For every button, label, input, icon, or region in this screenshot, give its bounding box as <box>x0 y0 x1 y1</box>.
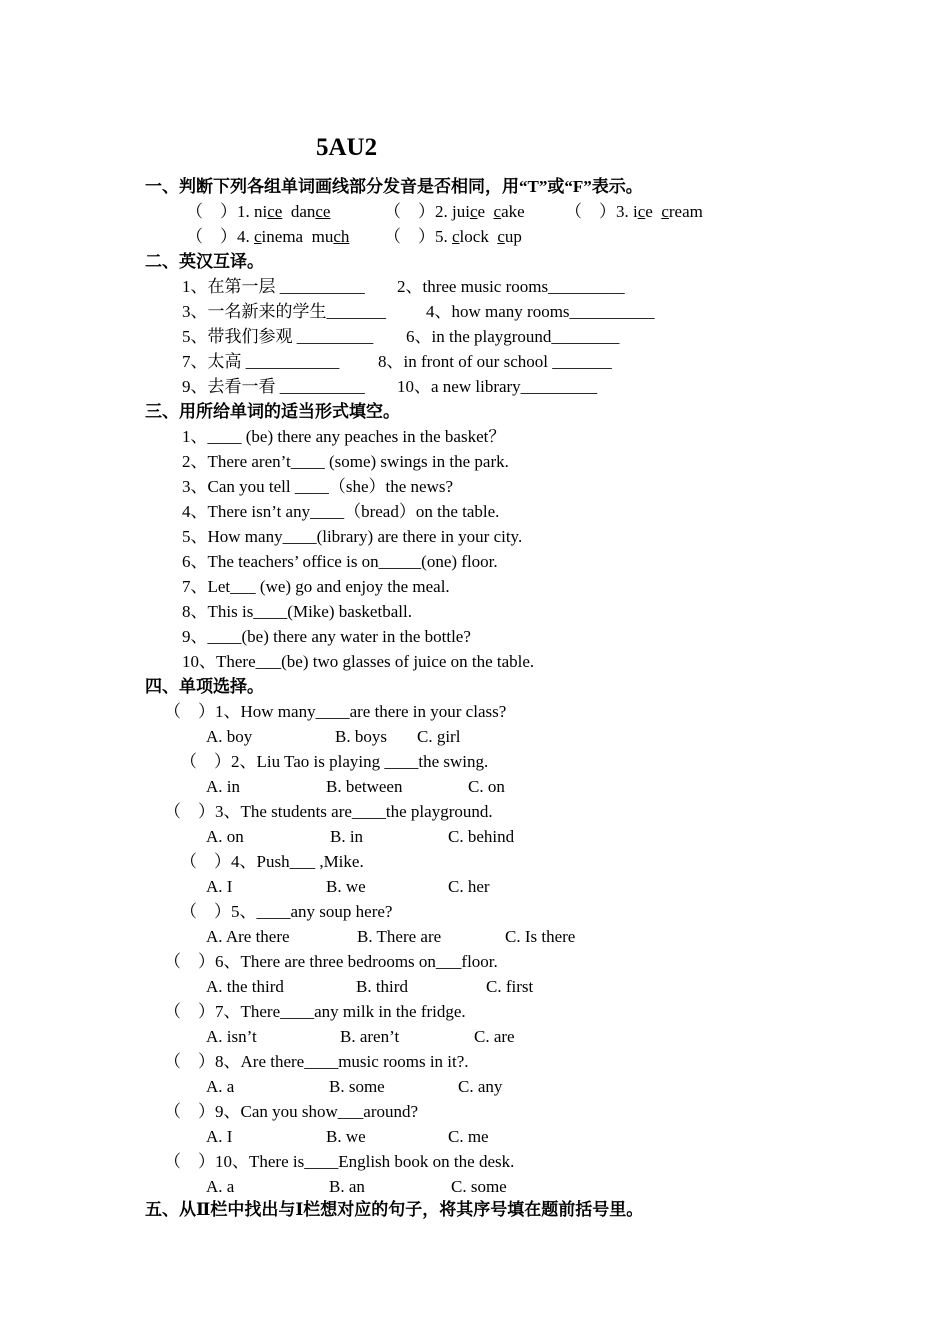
s3-item-10: 10、There___(be) two glasses of juice on the table. <box>182 652 535 671</box>
s4-q5: （ ）5、____any soup here? <box>180 902 393 921</box>
s4-q3-option-b: B. in <box>330 827 364 846</box>
s3-item-7: 7、Let___ (we) go and enjoy the meal. <box>182 577 450 596</box>
s4-q4-option-c: C. her <box>448 877 490 896</box>
s2-row-5-left: 9、去看一看 __________ <box>182 377 365 396</box>
s4-q10-option-a: A. a <box>206 1177 235 1196</box>
s2-row-5-right: 10、a new library_________ <box>397 377 598 396</box>
s4-q1-option-c: C. girl <box>417 727 461 746</box>
s3-item-1: 1、____ (be) there any peaches in the basket？ <box>182 427 506 446</box>
s4-q9-option-c: C. me <box>448 1127 489 1146</box>
s2-row-1-right: 2、three music rooms_________ <box>397 277 625 296</box>
s4-q4: （ ）4、Push___ ,Mike. <box>180 852 364 871</box>
s4-q7-option-a: A. isn’t <box>206 1027 257 1046</box>
section-4-heading: 四、单项选择。 <box>145 677 264 696</box>
s2-row-2-right: 4、how many rooms__________ <box>426 302 655 321</box>
s4-q7-option-b: B. aren’t <box>340 1027 400 1046</box>
s4-q7-option-c: C. are <box>474 1027 515 1046</box>
s3-item-2: 2、There aren’t____ (some) swings in the park. <box>182 452 509 471</box>
s4-q8-option-b: B. some <box>329 1077 385 1096</box>
s2-row-3-left: 5、带我们参观 _________ <box>182 327 374 346</box>
s3-item-8: 8、This is____(Mike) basketball. <box>182 602 412 621</box>
s4-q1-option-a: A. boy <box>206 727 253 746</box>
s2-row-1-left: 1、在第一层 __________ <box>182 277 365 296</box>
s4-q9-option-a: A. I <box>206 1127 233 1146</box>
s1-item-1: （ ）1. nice dance <box>186 202 331 221</box>
s2-row-3-right: 6、in the playground________ <box>406 327 620 346</box>
s3-item-9: 9、____(be) there any water in the bottle? <box>182 627 471 646</box>
s1-item-5: （ ）5. clock cup <box>384 227 522 246</box>
s4-q6-option-a: A. the third <box>206 977 284 996</box>
s4-q8-option-a: A. a <box>206 1077 235 1096</box>
s4-q5-option-b: B. There are <box>357 927 442 946</box>
s4-q2: （ ）2、Liu Tao is playing ____the swing. <box>180 752 489 771</box>
section-1-heading: 一、判断下列各组单词画线部分发音是否相同，用“T”或“F”表示。 <box>145 177 643 196</box>
s4-q8: （ ）8、Are there____music rooms in it?. <box>164 1052 469 1071</box>
s2-row-4-right: 8、in front of our school _______ <box>378 352 612 371</box>
s4-q10-option-b: B. an <box>329 1177 365 1196</box>
s4-q1: （ ）1、How many____are there in your class? <box>164 702 507 721</box>
s1-item-3: （ ）3. ice cream <box>565 202 703 221</box>
s4-q4-option-a: A. I <box>206 877 233 896</box>
s4-q6: （ ）6、There are three bedrooms on___floor. <box>164 952 498 971</box>
s4-q4-option-b: B. we <box>326 877 366 896</box>
section-5-heading: 五、从Ⅱ栏中找出与Ⅰ栏想对应的句子，将其序号填在题前括号里。 <box>145 1200 644 1219</box>
s3-item-5: 5、How many____(library) are there in your city. <box>182 527 523 546</box>
s4-q7: （ ）7、There____any milk in the fridge. <box>164 1002 466 1021</box>
s4-q10: （ ）10、There is____English book on the desk. <box>164 1152 515 1171</box>
s1-item-2: （ ）2. juice cake <box>384 202 525 221</box>
s4-q3-option-a: A. on <box>206 827 244 846</box>
s4-q5-option-a: A. Are there <box>206 927 290 946</box>
s3-item-3: 3、Can you tell ____（she）the news? <box>182 477 454 496</box>
s4-q2-option-a: A. in <box>206 777 240 796</box>
section-2-heading: 二、英汉互译。 <box>145 252 264 271</box>
s4-q3-option-c: C. behind <box>448 827 515 846</box>
s4-q6-option-b: B. third <box>356 977 408 996</box>
s4-q8-option-c: C. any <box>458 1077 503 1096</box>
s1-item-4: （ ）4. cinema much <box>186 227 350 246</box>
s2-row-4-left: 7、太高 ___________ <box>182 352 340 371</box>
s4-q6-option-c: C. first <box>486 977 534 996</box>
section-3-heading: 三、用所给单词的适当形式填空。 <box>145 402 400 421</box>
s4-q10-option-c: C. some <box>451 1177 507 1196</box>
page-title: 5AU2 <box>316 134 378 161</box>
s4-q2-option-c: C. on <box>468 777 505 796</box>
s4-q2-option-b: B. between <box>326 777 403 796</box>
s4-q3: （ ）3、The students are____the playground. <box>164 802 493 821</box>
s3-item-4: 4、There isn’t any____（bread）on the table. <box>182 502 500 521</box>
s4-q9: （ ）9、Can you show___around? <box>164 1102 419 1121</box>
s2-row-2-left: 3、一名新来的学生_______ <box>182 302 386 321</box>
s4-q1-option-b: B. boys <box>335 727 387 746</box>
s4-q9-option-b: B. we <box>326 1127 366 1146</box>
s3-item-6: 6、The teachers’ office is on_____(one) floor. <box>182 552 498 571</box>
s4-q5-option-c: C. Is there <box>505 927 576 946</box>
